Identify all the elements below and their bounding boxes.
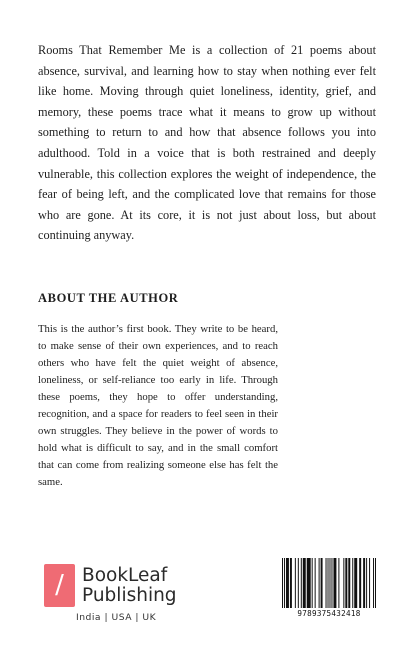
barcode-bar-15 (329, 558, 330, 608)
barcode-bar-22 (352, 558, 353, 608)
barcode-bar-28 (373, 558, 374, 608)
back-cover-blurb: Rooms That Remember Me is a collection of 21 poems about absence, survival, and learning how to stay when nothing ever felt like home. Moving through quiet loneliness, identity, grief, and memory, these poems trace what it means to grow up without something to return to and how that absence follows you into adulthood. Told in a voice that is both restrained and deeply vulnerable, this collection explores the weight of independence, the fear of being left, and the complicated love that remains for those who are gone. At its core, it is not just about loss, but about continuing anyway. (38, 43, 376, 243)
barcode-bar-16 (331, 558, 332, 608)
publisher-regions: India | USA | UK (76, 612, 157, 623)
barcode-bar-29 (375, 558, 376, 608)
barcode-bars-icon (282, 558, 376, 608)
barcode-bar-24 (359, 558, 361, 608)
isbn-number: 9789375432418 (297, 609, 361, 618)
barcode-bar-3 (290, 558, 292, 608)
barcode-bar-4 (295, 558, 296, 608)
barcode-bar-5 (298, 558, 299, 608)
isbn-barcode (282, 558, 376, 624)
barcode-bar-6 (301, 558, 302, 608)
barcode-bar-1 (284, 558, 285, 608)
barcode-bar-14 (328, 558, 329, 608)
barcode-bar-13 (326, 558, 327, 608)
barcode-bar-20 (345, 558, 347, 608)
publisher-logo-slash: / (55, 570, 64, 600)
barcode-bar-7 (303, 558, 306, 608)
author-bio: This is the author’s first book. They write to be heard, to make sense of their own experiences, and to reach others who have felt the quiet weight of absence, loneliness, or self-reliance too early in life. Through these poems, they hope to offer understanding, recognition, and a space for readers to feel seen in their own struggles. They believe in the power of words to hold what is difficult to say, and in the small comfort that can come from realizing someone else has felt the same. (38, 323, 278, 488)
barcode-bar-11 (319, 558, 320, 608)
barcode-bar-10 (315, 558, 316, 608)
barcode-bar-0 (282, 558, 283, 608)
barcode-bar-19 (343, 558, 344, 608)
barcode-bar-8 (307, 558, 311, 608)
barcode-bar-17 (333, 558, 336, 608)
publisher-name-line1: BookLeaf (82, 565, 168, 586)
barcode-bar-23 (354, 558, 357, 608)
about-author-heading: ABOUT THE AUTHOR (38, 291, 179, 305)
barcode-bar-12 (321, 558, 323, 608)
publisher-name-line2: Publishing (82, 585, 177, 606)
barcode-bar-27 (369, 558, 370, 608)
barcode-bar-2 (286, 558, 289, 608)
barcode-bar-21 (348, 558, 350, 608)
barcode-bar-9 (312, 558, 313, 608)
barcode-bar-18 (338, 558, 339, 608)
barcode-bar-26 (366, 558, 367, 608)
barcode-bar-25 (363, 558, 365, 608)
publisher-logo-icon (44, 564, 75, 607)
